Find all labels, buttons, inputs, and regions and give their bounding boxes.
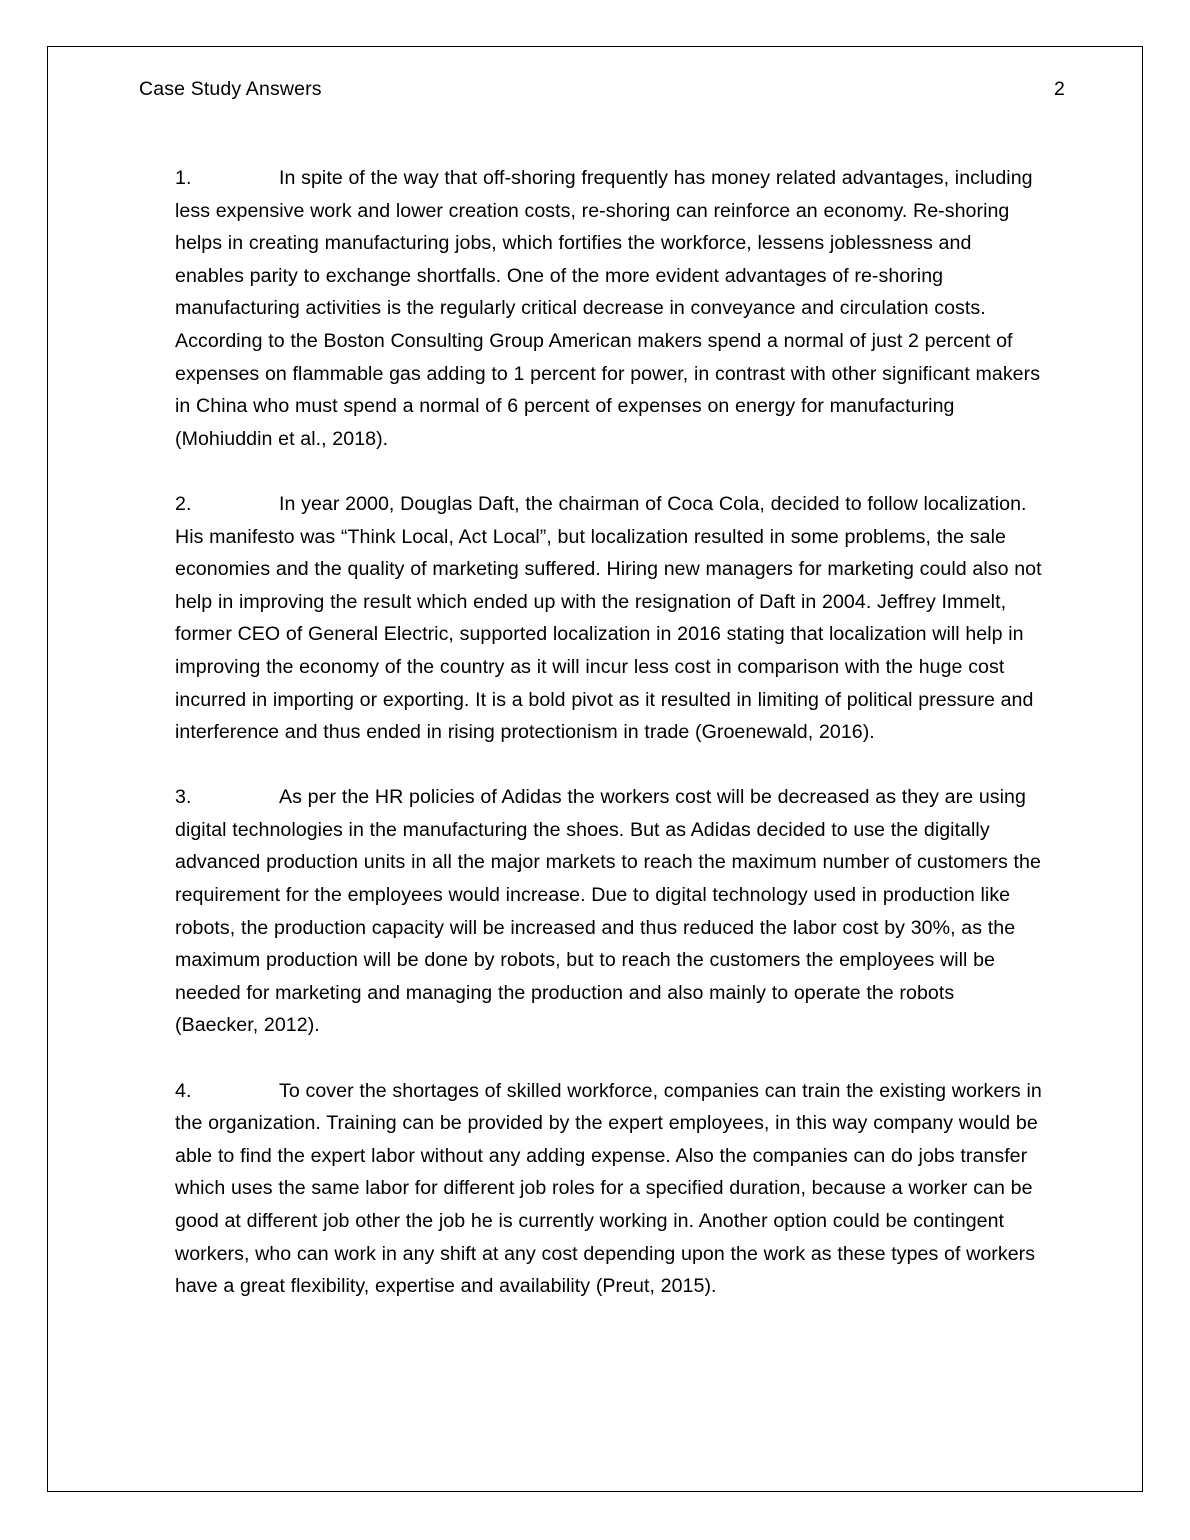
paragraph-text-2: In year 2000, Douglas Daft, the chairman of Coca Cola, decided to follow localization. His manifesto was “Think Local, Act Local”, but localization resulted in some problems, the sale economies and the quality of marketing suffered. Hiring new managers for marketing could also not help in improving the result which ended up with the resignation of Daft in 2004. Jeffrey Immelt, former CEO of General Electric, supported localization in 2016 stating that localization will help in improving the economy of the country as it will incur less cost in comparison with the huge cost incurred in importing or exporting. It is a bold pivot as it resulted in limiting of political pressure and interference and thus ended in rising protectionism in trade (Groenewald, 2016). xyxy=(175,492,1042,744)
document-paragraph-3 xyxy=(175,781,1043,1042)
document-header xyxy=(139,73,1065,105)
paragraph-text-4: To cover the shortages of skilled workforce, companies can train the existing workers in the organization. Training can be provided by the expert employees, in this way company would be able to find the expert labor without any adding expense. Also the companies can do jobs transfer which uses the same labor for different job roles for a specified duration, because a worker can be good at different job other the job he is currently working in. Another option could be contingent workers, who can work in any shift at any cost depending upon the work as these types of workers have a great flexibility, expertise and availability (Preut, 2015). xyxy=(175,1079,1042,1298)
paragraph-text-1: In spite of the way that off-shoring frequently has money related advantages, including less expensive work and lower creation costs, re-shoring can reinforce an economy. Re-shoring helps in creating manufacturing jobs, which fortifies the workforce, lessens joblessness and enables parity to exchange shortfalls. One of the more evident advantages of re-shoring manufacturing activities is the regularly critical decrease in conveyance and circulation costs. According to the Boston Consulting Group American makers spend a normal of just 2 percent of expenses on flammable gas adding to 1 percent for power, in contrast with other significant makers in China who must spend a normal of 6 percent of expenses on energy for manufacturing (Mohiuddin et al., 2018). xyxy=(175,167,1041,450)
paragraph-text-3: As per the HR policies of Adidas the workers cost will be decreased as they are using digital technologies in the manufacturing the shoes. But as Adidas decided to use the digitally advanced production units in all the major markets to reach the maximum number of customers the requirement for the employees would increase. Due to digital technology used in production like robots, the production capacity will be increased and thus reduced the labor cost by 30%, as the maximum production will be done by robots, but to reach the customers the employees will be needed for marketing and managing the production and also mainly to operate the robots (Baecker, 2012). xyxy=(175,786,1041,1037)
paragraph-marker-4: 4. xyxy=(175,1079,192,1102)
document-paragraph-2 xyxy=(175,488,1043,749)
paragraph-marker-2: 2. xyxy=(175,492,192,515)
paragraph-marker-1: 1. xyxy=(175,167,192,189)
header-title: Case Study Answers xyxy=(139,78,322,100)
document-body xyxy=(175,162,1043,1303)
document-paragraph-1 xyxy=(175,162,1043,455)
paragraph-marker-3: 3. xyxy=(175,786,192,809)
document-paragraph-4 xyxy=(175,1075,1043,1303)
header-page-number: 2 xyxy=(1054,78,1065,100)
document-page-sheet xyxy=(47,46,1143,1492)
